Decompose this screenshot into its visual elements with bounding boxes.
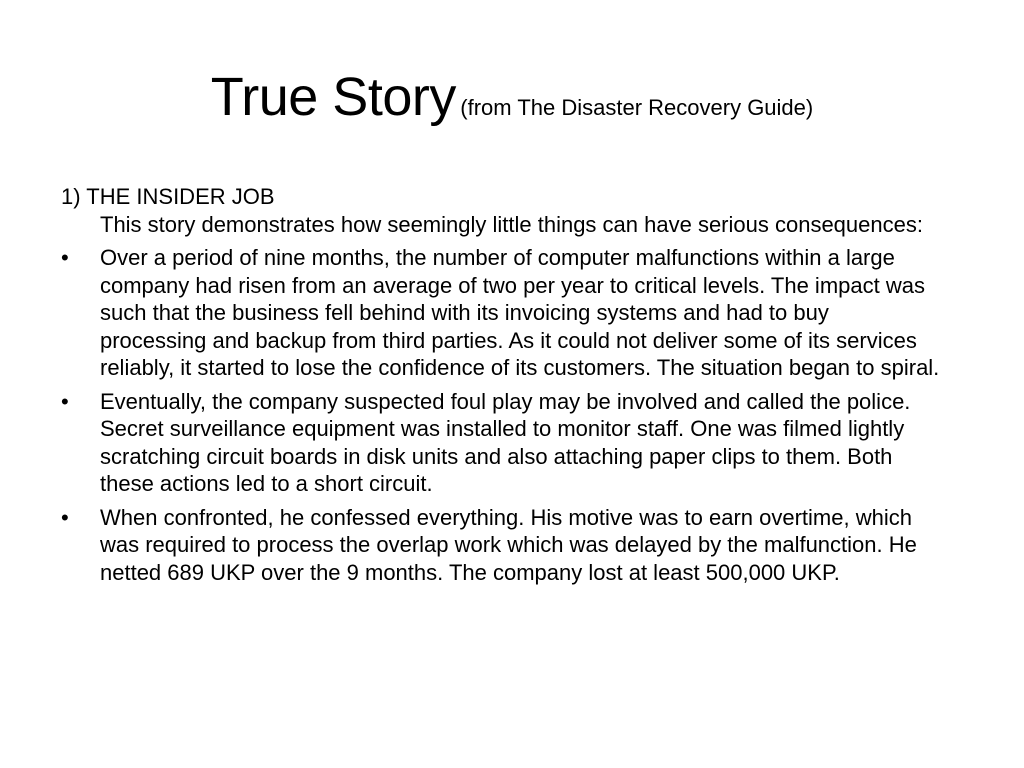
title-source: (from The Disaster Recovery Guide) (460, 95, 814, 120)
bullet-text: Eventually, the company suspected foul play may be involved and called the police. Secret surveillance equipment was installed to monitor staff. One was filmed lightly scratching circuit boards in disk units and also attaching paper clips to them. Both these actions led to a short circuit. (100, 388, 911, 496)
bullet-item (61, 388, 941, 498)
title-main: True Story (210, 67, 456, 127)
bullet-dot-icon: • (61, 504, 69, 530)
intro-paragraph: This story demonstrates how seemingly little things can have serious consequences: (100, 211, 923, 237)
bullet-dot-icon: • (61, 388, 69, 414)
section-heading: 1) THE INSIDER JOB (61, 184, 275, 209)
slide-title (0, 62, 1024, 143)
bullet-item (61, 244, 941, 382)
bullet-text: When confronted, he confessed everything. His motive was to earn overtime, which was required to process the overlap work which was delayed by the malfunction. He netted 689 UKP over the 9 months. The company lost at least 500,000 UKP. (100, 504, 917, 585)
slide-body (61, 183, 941, 592)
bullet-text: Over a period of nine months, the number of computer malfunctions within a large company had risen from an average of two per year to critical levels. The impact was such that the business fell behind with its invoicing systems and had to buy processing and backup from third parties. As it could not deliver some of its services reliably, it started to lose the confidence of its customers. The situation began to spiral. (100, 245, 940, 380)
bullet-dot-icon: • (61, 245, 69, 270)
bullet-item (61, 504, 941, 587)
